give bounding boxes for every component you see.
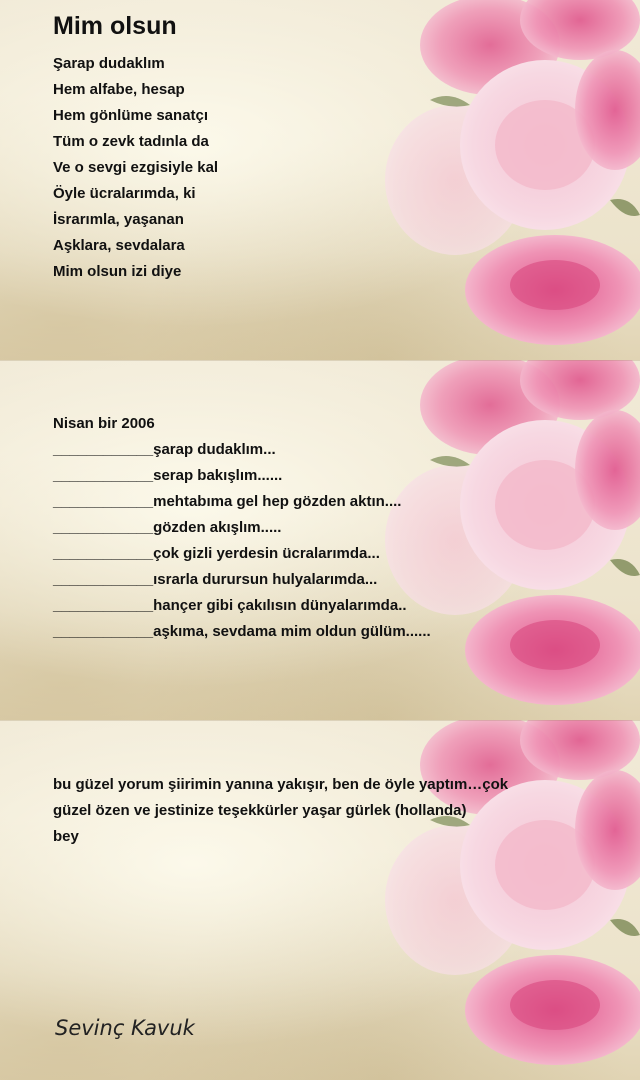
- pink-roses-image: [340, 0, 640, 360]
- poem-line: Hem alfabe, hesap: [53, 81, 185, 98]
- response-line: Nisan bir 2006: [53, 415, 155, 432]
- poem-title: Mim olsun: [53, 12, 177, 40]
- author-signature: Sevinç Kavuk: [55, 1016, 195, 1040]
- response-line: ____________mehtabıma gel hep gözden aktın....: [53, 493, 402, 510]
- response-line: ____________aşkıma, sevdama mim oldun gülüm......: [53, 623, 431, 640]
- panel-divider: [0, 360, 640, 361]
- poem-line: İsrarımla, yaşanan: [53, 211, 184, 228]
- response-line: ____________çok gizli yerdesin ücralarımda...: [53, 545, 380, 562]
- response-body: [53, 411, 431, 645]
- response-line: ____________ısrarla durursun hulyalarımda...: [53, 571, 378, 588]
- poem-line: Tüm o zevk tadınla da: [53, 133, 209, 150]
- response-line: ____________şarap dudaklım...: [53, 441, 276, 458]
- poem-body: [53, 51, 218, 285]
- poem-line: Öyle ücralarımda, ki: [53, 185, 196, 202]
- poem-line: Şarap dudaklım: [53, 55, 165, 72]
- panel-divider: [0, 720, 640, 721]
- response-line: ____________hançer gibi çakılısın dünyalarımda..: [53, 597, 407, 614]
- comment-body: [53, 772, 553, 850]
- poem-line: Hem gönlüme sanatçı: [53, 107, 209, 124]
- poem-line: Ve o sevgi ezgisiyle kal: [53, 159, 219, 176]
- comment-line: bu güzel yorum şiirimin yanına yakışır, ben de öyle yaptım…çok: [53, 776, 509, 793]
- poem-line: Aşklara, sevdalara: [53, 237, 185, 254]
- response-panel: [0, 360, 640, 720]
- poem-panel: [0, 0, 640, 360]
- poem-line: Mim olsun izi diye: [53, 263, 182, 280]
- response-line: ____________serap bakışlım......: [53, 467, 283, 484]
- response-line: ____________gözden akışlım.....: [53, 519, 282, 536]
- comment-line: bey: [53, 828, 79, 845]
- comment-line: güzel özen ve jestinize teşekkürler yaşar gürlek (hollanda): [53, 802, 467, 819]
- comment-panel: [0, 720, 640, 1080]
